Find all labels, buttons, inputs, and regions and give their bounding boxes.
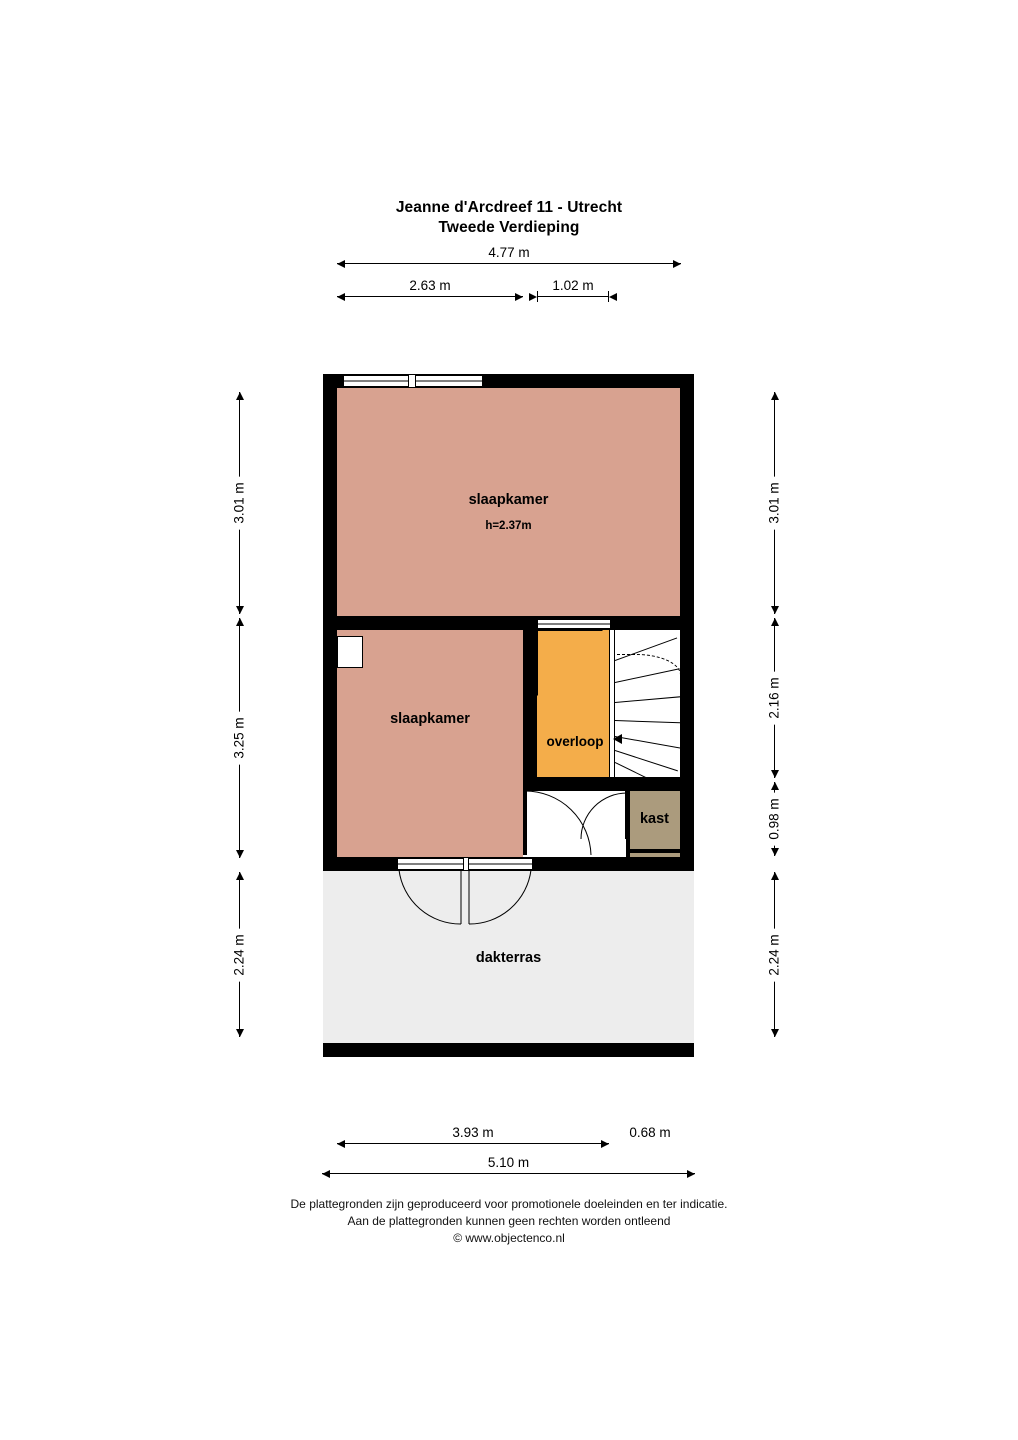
dimension-top-overall <box>337 245 681 270</box>
dimension-right-second <box>763 618 785 778</box>
dimension-top-right-segment <box>537 278 609 303</box>
stair-direction-arrow <box>613 734 622 744</box>
stair-head-dashed <box>617 654 680 684</box>
terrace-door-mullion <box>463 858 469 870</box>
footer-disclaimer <box>0 1196 1018 1247</box>
wall-divider-horizontal <box>323 616 694 630</box>
dimension-top-right-segment-label: 1.02 m <box>546 278 599 293</box>
dimension-left-upper-label: 3.01 m <box>230 476 249 529</box>
dimension-right-second-label: 2.16 m <box>765 671 784 724</box>
floorplan-drawing <box>323 374 694 1057</box>
dimension-left-middle <box>228 618 250 858</box>
title-address: Jeanne d'Arcdreef 11 - Utrecht <box>395 199 623 216</box>
dimension-top-left-segment <box>337 278 523 303</box>
wall-terrace-bottom <box>323 1043 694 1057</box>
wall-divider-vertical <box>523 616 537 791</box>
dimension-left-lower <box>228 872 250 1037</box>
footer-line-2: Aan de plattegronden kunnen geen rechten worden ontleend <box>347 1214 671 1228</box>
dimension-left-middle-label: 3.25 m <box>230 711 249 764</box>
footer-line-1: De plattegronden zijn geproduceerd voor promotionele doeleinden en ter indicatie. <box>290 1197 728 1211</box>
room-label-overloop: overloop <box>546 734 604 749</box>
room-label-kast: kast <box>639 811 670 827</box>
dimension-right-third-label: 0.98 m <box>765 792 784 845</box>
dimension-bottom-right-segment-label: 0.68 m <box>623 1125 676 1140</box>
dimension-right-upper <box>763 392 785 614</box>
wall-stair-bottom <box>626 777 680 791</box>
terrace-door-swings <box>397 870 533 926</box>
room-slaapkamer-lower <box>337 630 523 857</box>
room-label-dakterras: dakterras <box>475 950 542 966</box>
dimension-bottom-overall-label: 5.10 m <box>482 1155 535 1170</box>
dimension-right-lower-label: 2.24 m <box>765 928 784 981</box>
room-height-slaapkamer-upper: h=2.37m <box>485 520 532 532</box>
page-title <box>0 198 1018 238</box>
dimension-bottom-overall <box>322 1155 695 1180</box>
dimension-right-third <box>763 782 785 856</box>
dimension-right-upper-label: 3.01 m <box>765 476 784 529</box>
dimension-top-left-segment-label: 2.63 m <box>403 278 456 293</box>
window-top-mullion <box>408 375 416 387</box>
wall-fixture-box <box>337 636 363 668</box>
stair-treads <box>615 630 680 777</box>
room-label-slaapkamer-upper: slaapkamer <box>468 492 549 508</box>
dimension-top-overall-label: 4.77 m <box>482 245 535 260</box>
dimension-bottom-right-segment <box>609 1125 691 1150</box>
window-overloop-top <box>537 619 611 629</box>
door-kast-swing <box>579 791 629 857</box>
dimension-bottom-left-segment <box>337 1125 609 1150</box>
title-floor: Tweede Verdieping <box>438 219 580 236</box>
dimension-left-upper <box>228 392 250 614</box>
kast-bottom-edge <box>626 849 680 853</box>
dimension-bottom-left-segment-label: 3.93 m <box>446 1125 499 1140</box>
dimension-right-lower <box>763 872 785 1037</box>
footer-line-3: © www.objectenco.nl <box>453 1231 565 1245</box>
room-label-slaapkamer-lower: slaapkamer <box>390 711 470 727</box>
dimension-left-lower-label: 2.24 m <box>230 928 249 981</box>
